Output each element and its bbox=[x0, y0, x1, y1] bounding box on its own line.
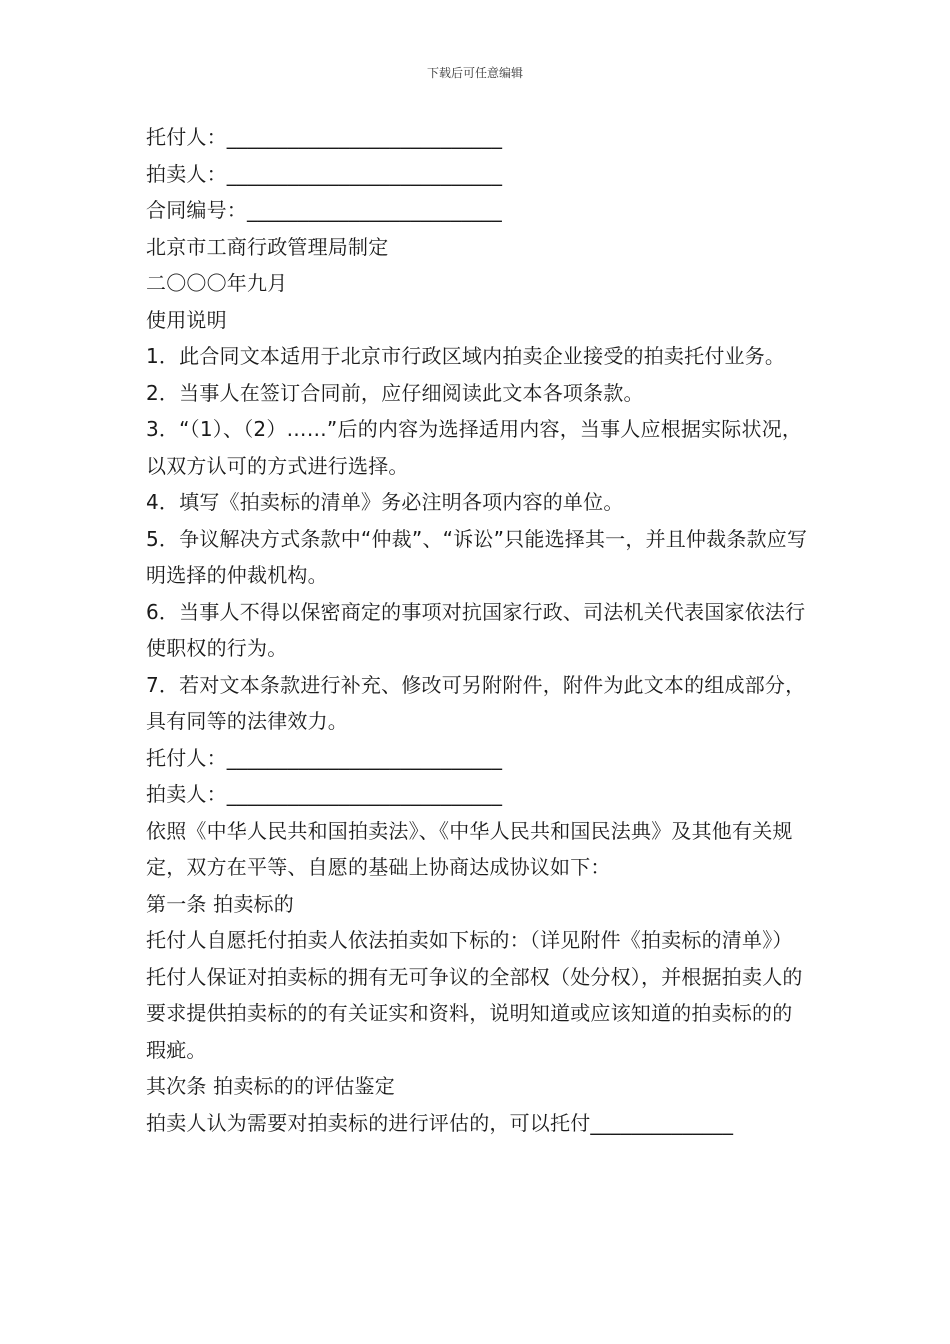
instruction-item-7: 7．若对文本条款进行补充、修改可另附附件，附件为此文本的组成部分，具有同等的法律效力。 bbox=[146, 672, 806, 733]
article-1-paragraph-1: 托付人自愿托付拍卖人依法拍卖如下标的：（详见附件《拍卖标的清单》） bbox=[146, 928, 793, 952]
article-2-title: 其次条 拍卖标的的评估鉴定 bbox=[146, 1074, 395, 1098]
article-2-paragraph-1: 拍卖人认为需要对拍卖标的进行评估的，可以托付______________ bbox=[146, 1110, 734, 1135]
instructions-title: 使用说明 bbox=[146, 307, 227, 332]
parties-auctioneer-field: 拍卖人：___________________________ bbox=[146, 782, 503, 806]
cover-date: 二〇〇〇年九月 bbox=[146, 271, 288, 295]
instruction-item-3: 3．“（1）、（2）……”后的内容为选择适用内容，当事人应根据实际状况，以双方认可的方式进行选择。 bbox=[146, 417, 803, 478]
cover-contract-number-field: 合同编号：_________________________ bbox=[146, 198, 502, 222]
document-body bbox=[146, 119, 808, 1141]
article-1-paragraph-2: 托付人保证对拍卖标的拥有无可争议的全部权（处分权），并根据拍卖人的要求提供拍卖标的的有关证实和资料，说明知道或应该知道的拍卖标的的瑕疵。 bbox=[146, 964, 803, 1062]
instruction-item-4: 4．填写《拍卖标的清单》务必注明各项内容的单位。 bbox=[146, 490, 624, 514]
cover-auctioneer-field: 拍卖人：___________________________ bbox=[146, 161, 503, 186]
instruction-item-6: 6．当事人不得以保密商定的事项对抗国家行政、司法机关代表国家依法行使职权的行为。 bbox=[146, 599, 806, 660]
parties-consignor-field: 托付人：___________________________ bbox=[146, 745, 503, 770]
instruction-item-2: 2．当事人在签订合同前，应仔细阅读此文本各项条款。 bbox=[146, 380, 644, 405]
instruction-item-1: 1．此合同文本适用于北京市行政区域内拍卖企业接受的拍卖托付业务。 bbox=[146, 344, 786, 368]
preamble: 依照《中华人民共和国拍卖法》、《中华人民共和国民法典》及其他有关规定，双方在平等、自愿的基础上协商达成协议如下： bbox=[146, 818, 793, 879]
instruction-item-5: 5．争议解决方式条款中“仲裁”、“诉讼”只能选择其一，并且仲裁条款应写明选择的仲裁机构。 bbox=[146, 526, 808, 587]
cover-issuer: 北京市工商行政管理局制定 bbox=[146, 234, 389, 259]
cover-consignor-field: 托付人：___________________________ bbox=[146, 125, 503, 149]
header-note: 下载后可任意编辑 bbox=[426, 66, 523, 80]
article-1-title: 第一条 拍卖标的 bbox=[146, 891, 294, 916]
